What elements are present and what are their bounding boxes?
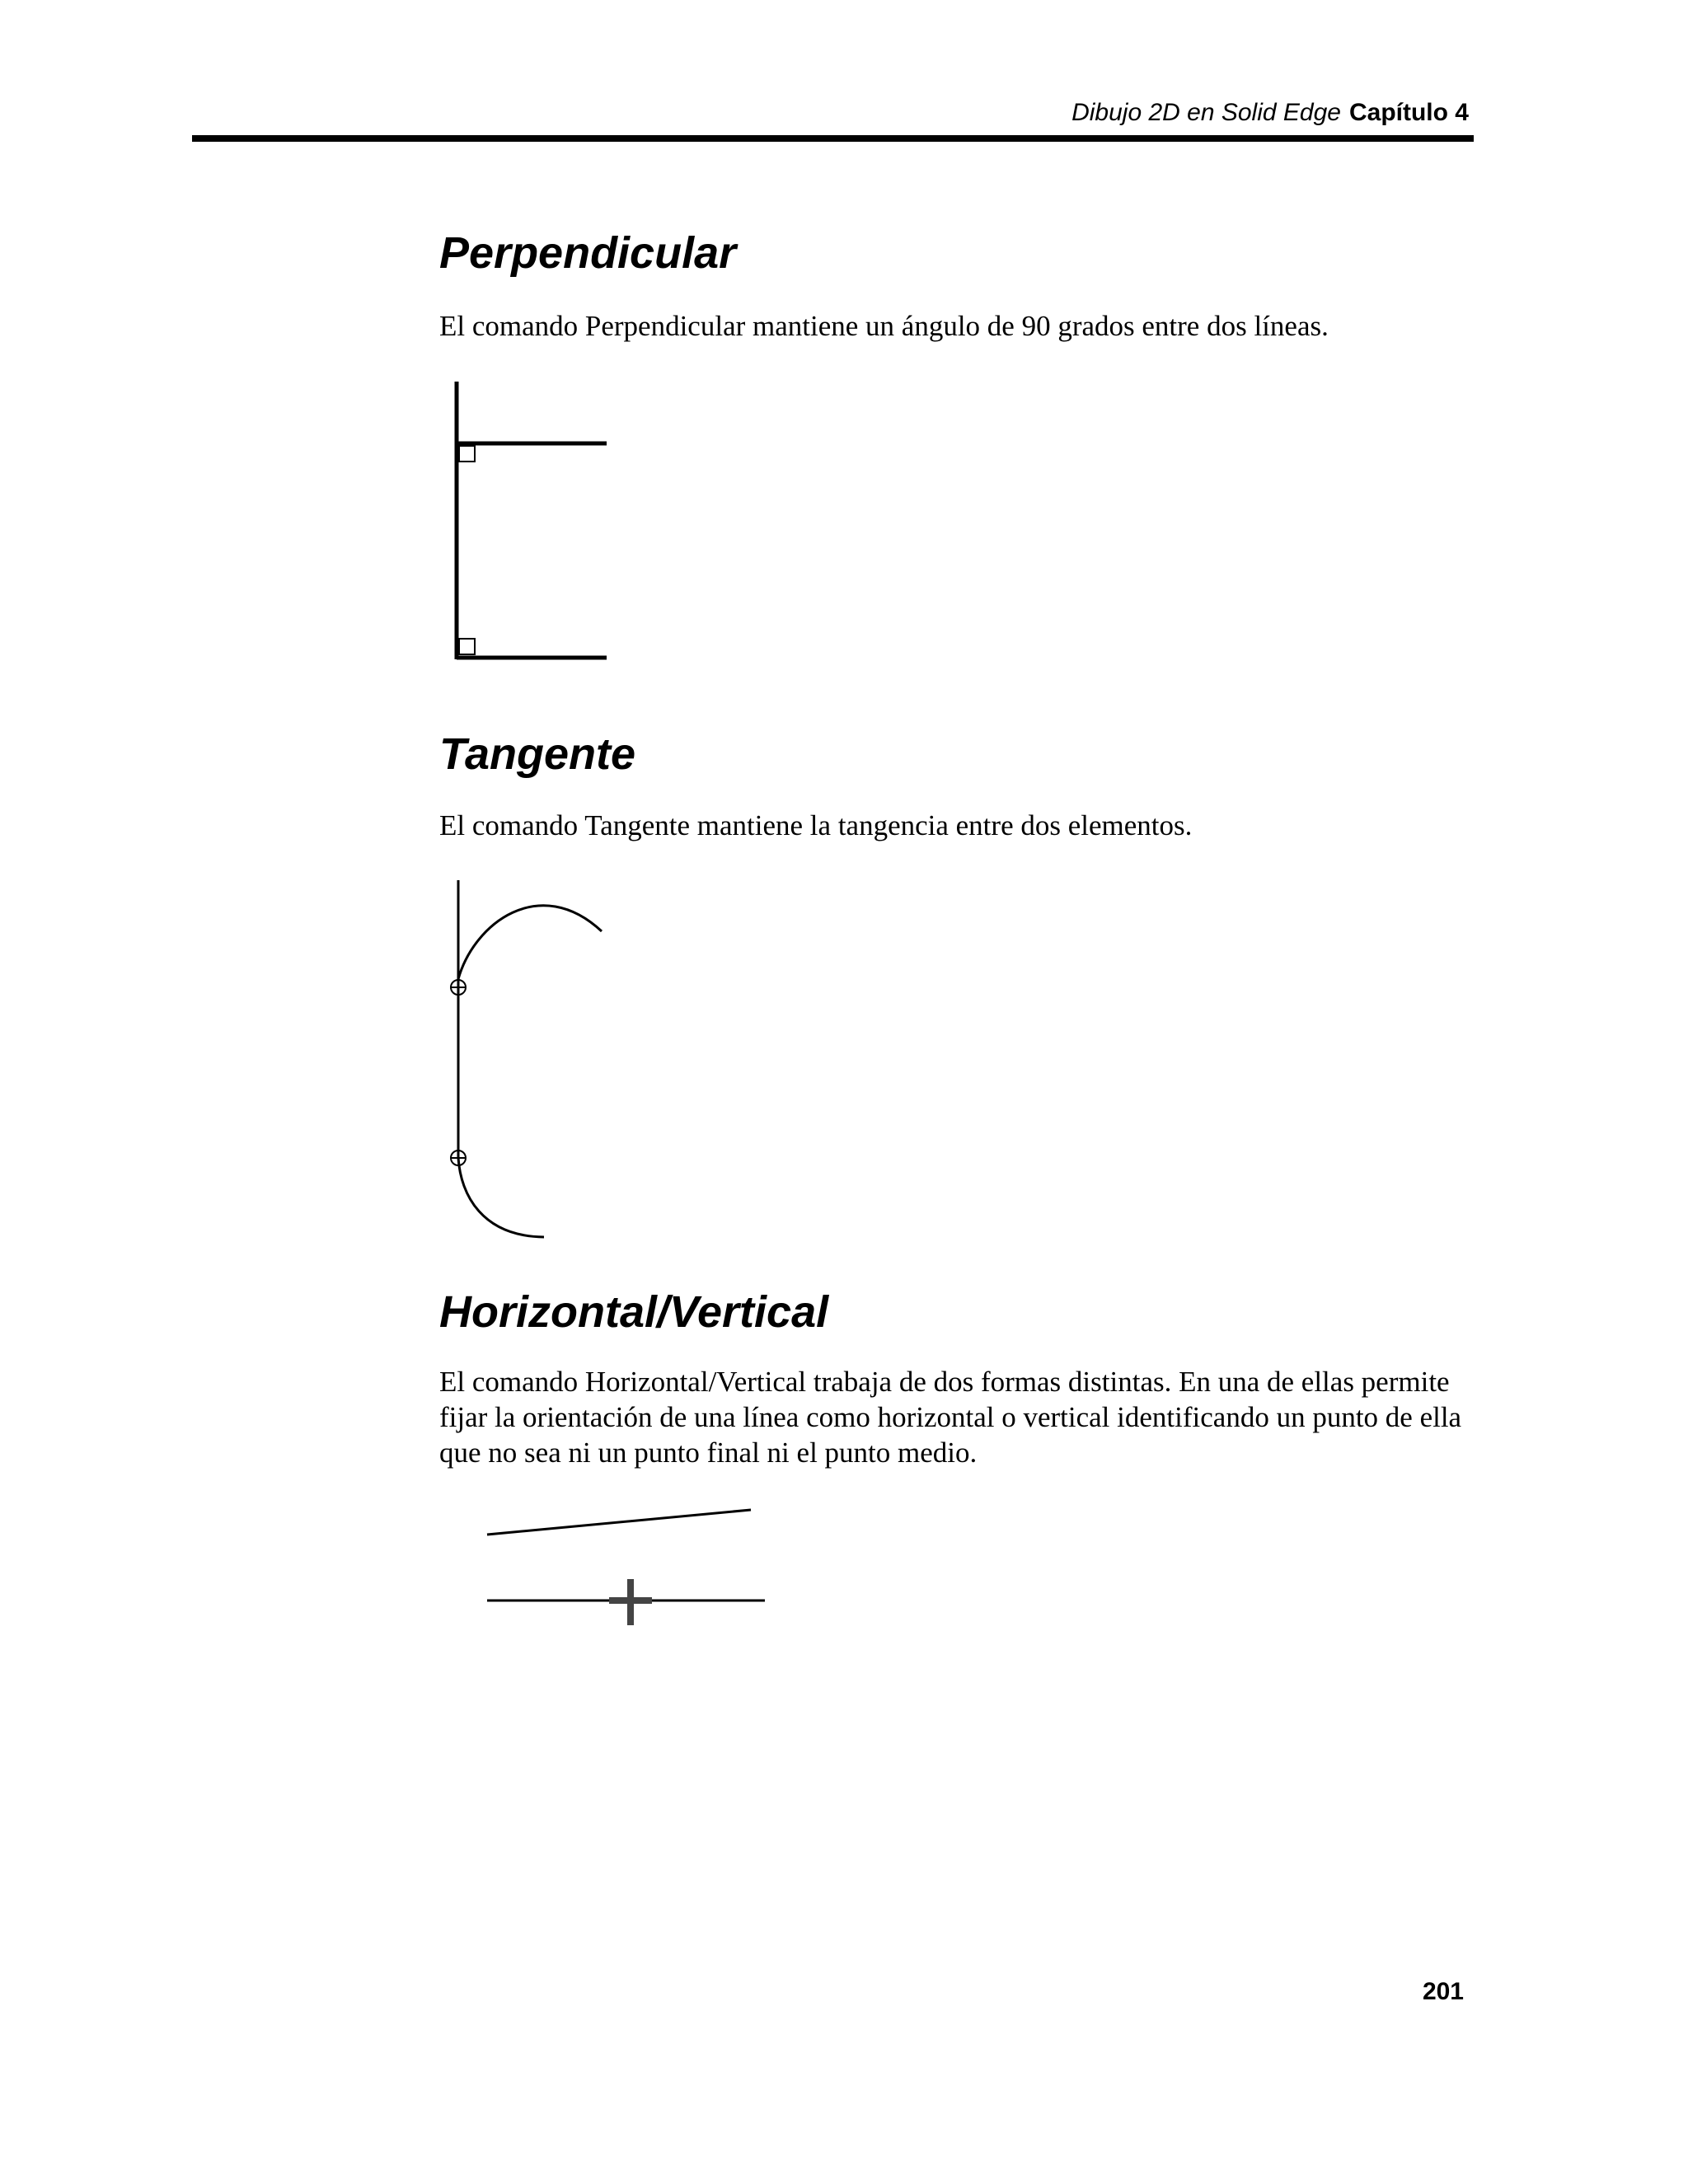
running-header: [192, 92, 1474, 142]
section-body-horizontal-vertical: El comando Horizontal/Vertical trabaja de dos formas distintas. En una de ellas permite fijar la orientación de una línea como horizontal o vertical identificando un punto de ella que no sea ni un punto final ni el punto medio.: [439, 1366, 1462, 1469]
running-header-title: Dibujo 2D en Solid Edge: [1071, 99, 1341, 126]
tangent-figure: [441, 874, 614, 1244]
page-number: 201: [1422, 1978, 1464, 2005]
horizontal-vertical-figure: [482, 1500, 779, 1648]
section-title-tangente: Tangente: [439, 729, 636, 779]
header-rule: [192, 135, 1474, 142]
section-body-perpendicular: El comando Perpendicular mantiene un ángulo de 90 grados entre dos líneas.: [439, 310, 1329, 342]
running-header-text: [1071, 99, 1469, 127]
tangent-arc-top: [458, 906, 602, 979]
inclined-line: [487, 1510, 751, 1535]
section-title-perpendicular: Perpendicular: [439, 228, 737, 278]
perpendicular-figure: [445, 375, 618, 668]
running-header-chapter: Capítulo 4: [1348, 99, 1469, 126]
tangent-arc-bottom: [458, 1158, 544, 1237]
section-title-horizontal-vertical: Horizontal/Vertical: [439, 1287, 829, 1337]
right-angle-marker-bottom: [459, 639, 475, 654]
section-body-tangente: El comando Tangente mantiene la tangencia entre dos elementos.: [439, 809, 1193, 841]
right-angle-marker-top: [459, 446, 475, 462]
